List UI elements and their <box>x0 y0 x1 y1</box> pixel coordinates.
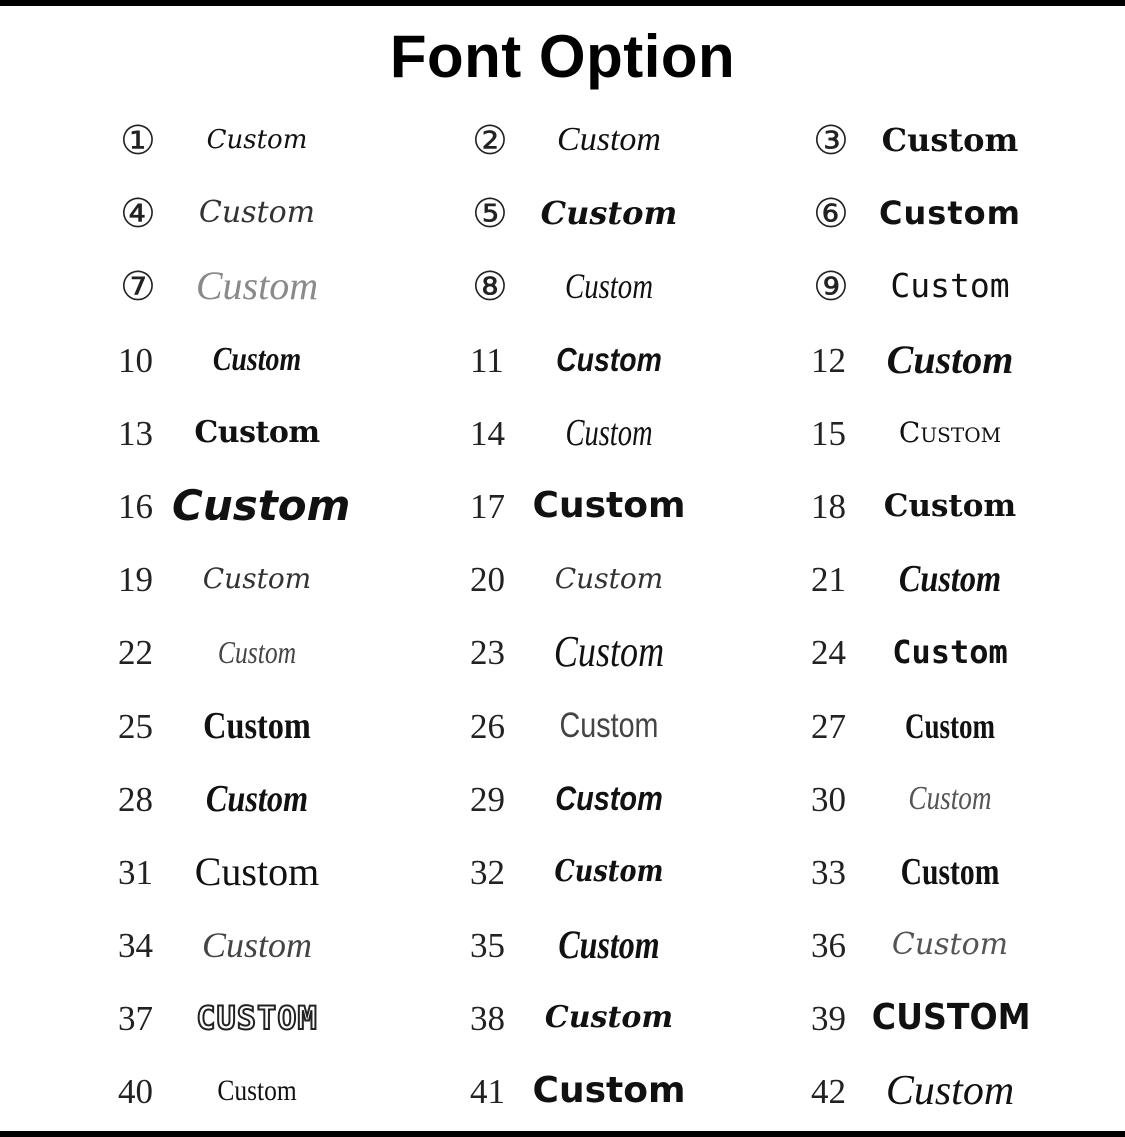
font-option-number: 41 <box>470 1072 505 1112</box>
font-option-16 <box>110 471 470 544</box>
font-option-number: ⑥ <box>813 191 849 237</box>
font-sample-text: Custom <box>172 480 351 530</box>
font-option-15 <box>803 398 1125 471</box>
font-option-number: 39 <box>811 999 846 1039</box>
top-border <box>0 0 1125 6</box>
font-option-21 <box>803 544 1125 617</box>
font-option-number: ② <box>472 118 508 163</box>
font-sample-text: Custom <box>206 125 308 155</box>
font-sample-text: Custom <box>559 705 659 745</box>
font-option-13 <box>110 398 470 471</box>
font-option-number: 42 <box>811 1072 846 1112</box>
font-sample-text: Custom <box>217 1074 297 1108</box>
font-option-row <box>0 983 1125 1056</box>
font-option-5 <box>462 178 822 251</box>
font-option-28 <box>110 764 470 837</box>
font-sample-text: Custom <box>195 263 319 309</box>
font-sample-text: Custom <box>532 1070 686 1112</box>
font-option-40 <box>110 1056 470 1129</box>
font-sample-text: Custom <box>212 340 302 378</box>
font-option-20 <box>462 544 822 617</box>
font-sample-text: Custom <box>553 627 665 677</box>
font-option-number: 24 <box>811 633 846 673</box>
bottom-border <box>0 1131 1125 1137</box>
font-sample-text: Custom <box>556 340 662 378</box>
font-option-number: 13 <box>118 413 153 453</box>
font-option-number: 33 <box>811 852 846 892</box>
font-sample-text: Custom <box>554 853 664 889</box>
font-option-number: ④ <box>120 191 156 237</box>
font-option-number: 12 <box>811 340 846 380</box>
font-sample-text: Custom <box>198 195 316 231</box>
font-sample-text: Custom <box>883 487 1017 524</box>
font-sample-text: Custom <box>194 414 320 450</box>
font-option-30 <box>803 764 1125 837</box>
font-option-6 <box>803 178 1125 251</box>
font-option-number: 20 <box>470 560 505 600</box>
font-option-38 <box>462 983 822 1056</box>
font-option-33 <box>803 837 1125 910</box>
font-option-row <box>0 691 1125 764</box>
font-sample-text: Custom <box>879 194 1021 233</box>
font-option-number: ① <box>120 118 156 163</box>
font-option-36 <box>803 910 1125 983</box>
font-sample-text: Custom <box>554 562 664 596</box>
font-option-12 <box>803 325 1125 398</box>
font-option-8 <box>462 251 822 324</box>
font-sample-text: Custom <box>565 411 653 454</box>
font-option-number: ⑤ <box>472 191 508 237</box>
font-sample-text: Custom <box>892 633 1008 672</box>
font-option-grid <box>0 105 1125 1130</box>
font-option-22 <box>110 617 470 690</box>
font-sample-text: Custom <box>540 194 678 233</box>
font-option-row <box>0 471 1125 544</box>
font-option-row <box>0 544 1125 617</box>
font-option-number: 35 <box>470 926 505 966</box>
font-option-29 <box>462 764 822 837</box>
font-option-number: 26 <box>470 706 505 746</box>
font-sample-text: Custom <box>564 266 654 307</box>
font-sample-text: Custom <box>555 779 663 818</box>
font-sample-text: CUSTOM <box>871 997 1031 1039</box>
font-option-25 <box>110 691 470 764</box>
font-sample-text: Custom <box>891 927 1009 963</box>
font-option-number: 32 <box>470 852 505 892</box>
font-option-number: 34 <box>118 926 153 966</box>
font-option-2 <box>462 105 822 178</box>
font-option-number: 21 <box>811 560 846 600</box>
font-option-number: 23 <box>470 633 505 673</box>
font-option-42 <box>803 1056 1125 1129</box>
font-option-3 <box>803 105 1125 178</box>
font-option-number: 37 <box>118 999 153 1039</box>
font-option-10 <box>110 325 470 398</box>
font-option-number: 19 <box>118 560 153 600</box>
font-option-row <box>0 837 1125 910</box>
font-option-row <box>0 251 1125 324</box>
font-sample-text: Custom <box>558 922 660 968</box>
font-option-18 <box>803 471 1125 544</box>
font-sample-text: Custom <box>900 850 1000 893</box>
font-option-number: ⑨ <box>813 264 849 310</box>
font-sample-text: Custom <box>205 777 309 820</box>
font-option-number: 36 <box>811 926 846 966</box>
font-option-17 <box>462 471 822 544</box>
font-option-number: 38 <box>470 999 505 1039</box>
font-option-number: ⑧ <box>472 264 508 310</box>
font-option-number: 25 <box>118 706 153 746</box>
font-option-number: 10 <box>118 340 153 380</box>
font-option-32 <box>462 837 822 910</box>
font-option-24 <box>803 617 1125 690</box>
font-option-26 <box>462 691 822 764</box>
font-option-row <box>0 910 1125 983</box>
font-sample-text: Custom <box>890 266 1010 306</box>
font-option-14 <box>462 398 822 471</box>
font-option-34 <box>110 910 470 983</box>
font-option-1 <box>110 105 470 178</box>
font-option-row <box>0 617 1125 690</box>
font-sample-text: Custom <box>201 925 313 966</box>
font-option-23 <box>462 617 822 690</box>
font-option-row <box>0 105 1125 178</box>
font-sample-text: Custom <box>557 121 661 158</box>
page-title: Font Option <box>389 23 736 90</box>
font-option-number: 29 <box>470 779 505 819</box>
font-option-number: ③ <box>813 118 849 163</box>
font-option-number: 28 <box>118 779 153 819</box>
font-sample-text: CUSTOM <box>196 999 318 1038</box>
font-sample-text: Custom <box>202 562 312 596</box>
font-option-row <box>0 398 1125 471</box>
font-option-19 <box>110 544 470 617</box>
font-option-37 <box>110 983 470 1056</box>
font-sample-text: Custom <box>898 558 1002 601</box>
font-option-number: 16 <box>118 486 153 526</box>
font-option-number: ⑦ <box>120 264 156 310</box>
font-option-number: 15 <box>811 413 846 453</box>
font-option-row <box>0 325 1125 398</box>
font-option-41 <box>462 1056 822 1129</box>
font-sample-text: Custom <box>904 705 995 746</box>
font-option-row <box>0 178 1125 251</box>
font-option-35 <box>462 910 822 983</box>
font-option-4 <box>110 178 470 251</box>
font-option-number: 17 <box>470 486 505 526</box>
font-option-number: 40 <box>118 1072 153 1112</box>
font-option-number: 22 <box>118 633 153 673</box>
font-option-number: 31 <box>118 852 153 892</box>
font-option-number: 18 <box>811 486 846 526</box>
font-sample-text: Custom <box>217 634 297 671</box>
font-sample-text: Custom <box>544 1000 674 1036</box>
font-option-row <box>0 764 1125 837</box>
font-sample-text: Custom <box>194 848 320 894</box>
font-sample-text: Custom <box>908 779 992 817</box>
font-option-11 <box>462 325 822 398</box>
font-sample-text: Custom <box>881 121 1019 159</box>
font-option-row <box>0 1056 1125 1129</box>
font-option-number: 11 <box>470 340 504 380</box>
font-option-31 <box>110 837 470 910</box>
font-option-7 <box>110 251 470 324</box>
font-option-number: 14 <box>470 413 505 453</box>
font-option-number: 27 <box>811 706 846 746</box>
font-sample-text: Custom <box>886 336 1014 382</box>
font-option-39 <box>803 983 1125 1056</box>
font-sample-text: Custom <box>532 484 686 526</box>
font-option-number: 30 <box>811 779 846 819</box>
font-sample-text: Custom <box>203 704 311 747</box>
font-sample-text: Custom <box>898 415 1002 449</box>
font-option-9 <box>803 251 1125 324</box>
font-sample-text: Custom <box>885 1068 1015 1115</box>
font-option-27 <box>803 691 1125 764</box>
